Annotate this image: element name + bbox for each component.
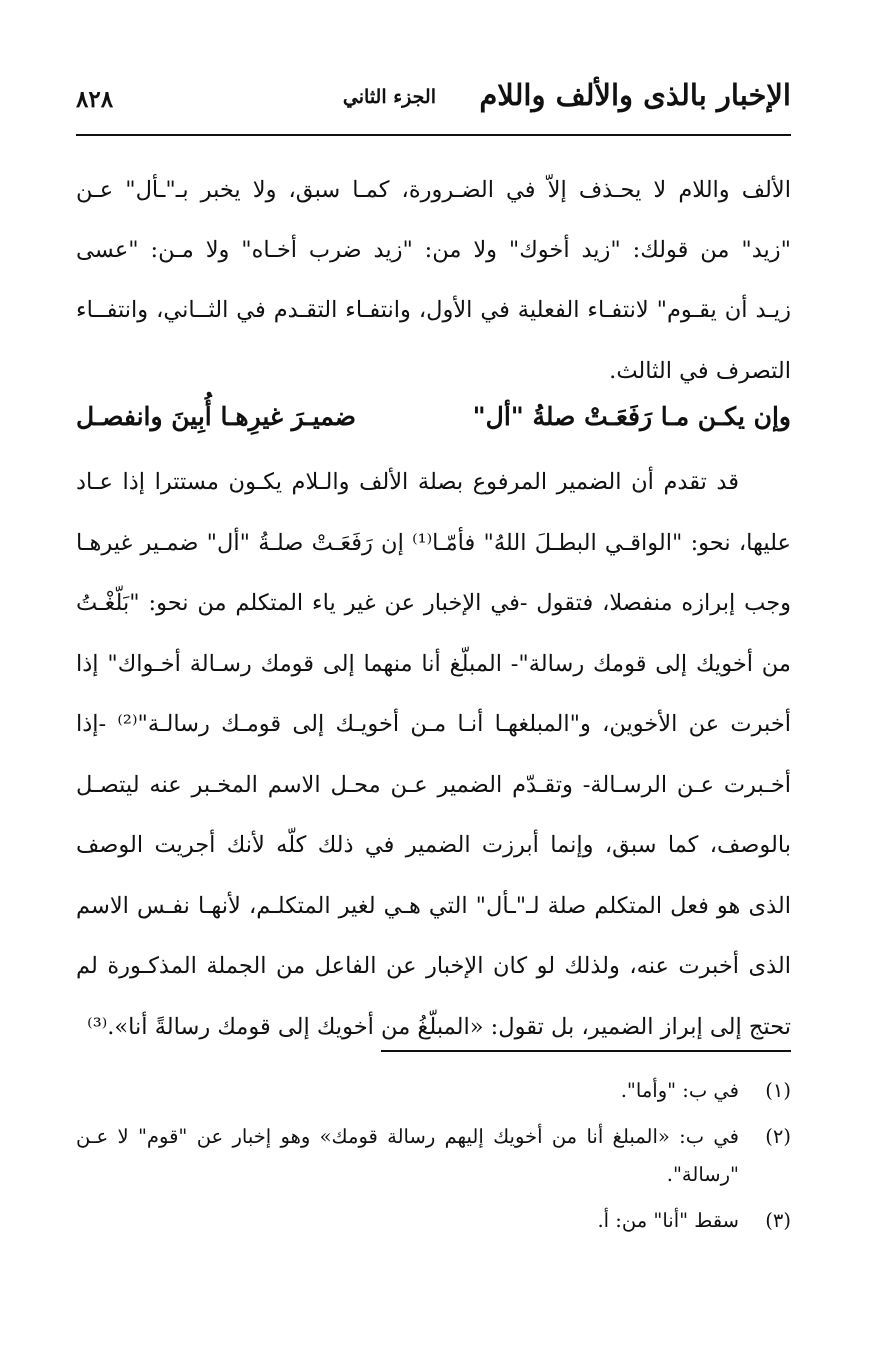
footnote-text: في ب: "وأما". [620, 1079, 739, 1102]
text-line: قد تقدم أن الضمير المرفوع بصلة الألف والـلام يكـون مستترا إذا عـاد [76, 469, 739, 495]
text-line: من أخويك إلى قومك رسالة"- المبلّغ أنا منهما إلى قومك رسـالة أخـواك" إذا [76, 650, 791, 677]
text-line: تحتج إلى إبراز الضمير، بل تقول: «المبلّغُ من أخويك إلى قومك رسالةً أنا».⁽³⁾ [87, 1013, 791, 1040]
footnote-text: سقط "أنا" من: أ. [597, 1209, 739, 1232]
text-line: "زيد" من قولك: "زيد أخوك" ولا من: "زيد ضرب أخـاه" ولا مـن: "عسى [76, 237, 791, 264]
verse-second-hemistich: ضميـرَ غيرِهـا أُبِينَ وانفصـل [76, 402, 357, 431]
text-line: وجب إبرازه منفصلا، فتقول -في الإخبار عن غير ياء المتكلم من نحو: "بَلّغْـتُ [76, 590, 791, 616]
footnote-2 [76, 1118, 791, 1194]
chapter-title: الإخبار بالذى والألف واللام [479, 78, 791, 112]
footnote-number: (١) [765, 1079, 791, 1102]
page-number: ٨٢٨ [76, 86, 114, 113]
text-line: بالوصف، كما سبق، وإنما أبرزت الضمير في ذلك كلّه لأنك أجريت الوصف [76, 832, 791, 858]
footnote-3 [76, 1202, 791, 1240]
text-line: الذى هو فعل المتكلم صلة لـ"ـأل" التي هـي لغير المتكلـم، لأنهـا نفـس الاسم [76, 892, 791, 919]
text-line: أخـبرت عـن الرسـالة- وتقـدّم الضمير عـن محـل الاسم المخـبر عنه ليتصـل [76, 771, 791, 798]
text-line: الألف واللام لا يحـذف إلاّ في الضـرورة، كمـا سبق، ولا يخبر بـ"ـأل" عـن [76, 177, 791, 203]
volume-label: الجزء الثاني [342, 86, 436, 108]
footnote-text: في ب: «المبلغ أنا من أخويك إليهم رسالة قومك» وهو إخبار عن "قوم" لا عـن "رسالة". [76, 1125, 739, 1186]
text-line: عليها، نحو: "الواقـي البطـلَ اللهُ" فأمّـا⁽¹⁾ إن رَفَعَـتْ صلـةُ "أل" ضمـير غيرهـا [76, 529, 791, 556]
verse-first-hemistich: وإن يكـن مـا رَفَعَـتْ صلةُ "أل" [472, 402, 791, 431]
commentary-paragraph-1 [76, 160, 791, 401]
text-line: زيـد أن يقـوم" لانتفـاء الفعلية في الأول، وانتفـاء التقـدم في الثــاني، وانتفــاء [76, 297, 791, 324]
footnote-separator [381, 1050, 791, 1052]
footnote-1 [76, 1072, 791, 1110]
text-line: الذى أخبرت عنه، ولذلك لو كان الإخبار عن الفاعل من الجملة المذكـورة لم [76, 953, 791, 979]
footnote-number: (٢) [765, 1125, 791, 1148]
text-line: أخبرت عن الأخوين، و"المبلغهـا أنـا مـن أخويـك إلى قومـك رسالـة"⁽²⁾ -إذا [76, 711, 791, 737]
footnotes [76, 1072, 791, 1248]
poem-verse [76, 392, 791, 452]
commentary-paragraph-2 [76, 452, 791, 1057]
running-header [76, 72, 791, 136]
text-line: التصرف في الثالث. [609, 357, 791, 384]
footnote-number: (٣) [765, 1209, 791, 1232]
